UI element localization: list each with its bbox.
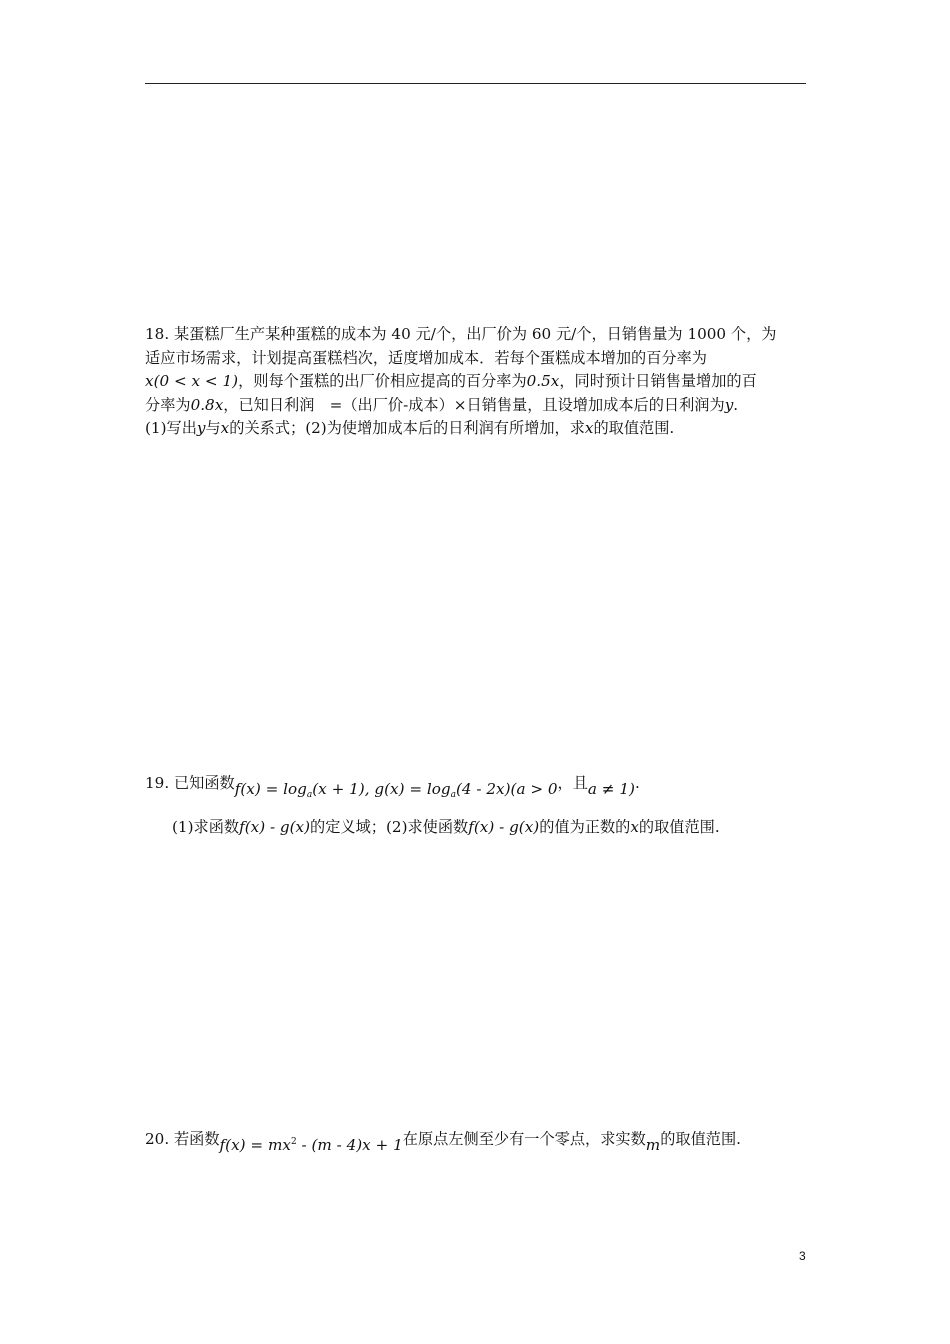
text: 的取值范围. bbox=[660, 1130, 741, 1148]
math-x: x bbox=[630, 817, 639, 836]
text: 的取值范围. bbox=[638, 817, 720, 836]
math-sub: a bbox=[450, 790, 456, 800]
problem-20-line-1 bbox=[145, 1125, 810, 1152]
text: 的定义域；(2)求使函数 bbox=[310, 817, 469, 836]
problem-18-line-5 bbox=[145, 417, 810, 441]
problem-20 bbox=[145, 1125, 810, 1152]
text: ，同时预计日销售量增加的百 bbox=[559, 372, 757, 390]
math-sub: a bbox=[306, 790, 313, 800]
text: 与 bbox=[205, 419, 221, 437]
math-0-5x: 0.5x bbox=[526, 372, 560, 390]
problem-18-line-2: 适应市场需求，计划提高蛋糕档次，适度增加成本．若每个蛋糕成本增加的百分率为 bbox=[145, 348, 707, 367]
problem-19-line-2 bbox=[145, 816, 810, 840]
math-y: y bbox=[724, 395, 734, 414]
text: 的值为正数的 bbox=[539, 817, 631, 836]
math: f(x) = log bbox=[234, 780, 307, 798]
text: 分率为 bbox=[145, 395, 191, 414]
text: . bbox=[733, 395, 739, 414]
math-functions bbox=[235, 780, 558, 798]
text: 的取值范围. bbox=[593, 419, 675, 437]
problem-19-line-1 bbox=[145, 772, 810, 802]
math: (4 - 2x)(a > 0 bbox=[455, 780, 558, 798]
math: f(x) - g(x) bbox=[468, 817, 540, 836]
math: - (m - 4)x + 1 bbox=[296, 1136, 403, 1154]
text: (1)求函数 bbox=[172, 817, 240, 836]
math-y: y bbox=[196, 419, 206, 437]
problem-19 bbox=[145, 772, 810, 839]
problem-18-line-4 bbox=[145, 394, 810, 418]
math: f(x) - g(x) bbox=[239, 817, 311, 836]
math: (x + 1), g(x) = log bbox=[312, 780, 451, 798]
text: (1)写出 bbox=[145, 419, 197, 437]
text: ，则每个蛋糕的出厂价相应提高的百分率为 bbox=[238, 372, 527, 390]
page-number: 3 bbox=[799, 1249, 806, 1263]
math-function bbox=[220, 1136, 403, 1154]
math-0-8x: 0.8x bbox=[190, 395, 224, 414]
problem-18-line-3 bbox=[145, 370, 810, 394]
math-condition: a ≠ 1) bbox=[587, 780, 635, 798]
text: 19. 已知函数 bbox=[145, 774, 235, 792]
math: f(x) = mx bbox=[219, 1136, 291, 1154]
math-x: x bbox=[220, 419, 230, 437]
math-x: x bbox=[584, 419, 594, 437]
problem-18-line-1: 18. 某蛋糕厂生产某种蛋糕的成本为 40 元/个，出厂价为 60 元/个，日销售量为 1000 个，为 bbox=[145, 325, 777, 343]
header-rule bbox=[145, 83, 806, 84]
text: ，已知日利润 =（出厂价-成本）×日销售量，且设增加成本后的日利润为 bbox=[223, 395, 725, 414]
text: 在原点左侧至少有一个零点，求实数 bbox=[402, 1130, 646, 1148]
problem-18 bbox=[145, 323, 810, 441]
math-m: m bbox=[645, 1136, 661, 1154]
text: ，且 bbox=[557, 774, 588, 792]
text: 的关系式；(2)为使增加成本后的日利润有所增加，求 bbox=[229, 419, 585, 437]
text: . bbox=[634, 774, 640, 792]
math-sup: 2 bbox=[290, 1137, 297, 1147]
text: 20. 若函数 bbox=[145, 1130, 220, 1148]
math-x-range: x(0 < x < 1) bbox=[145, 372, 239, 390]
